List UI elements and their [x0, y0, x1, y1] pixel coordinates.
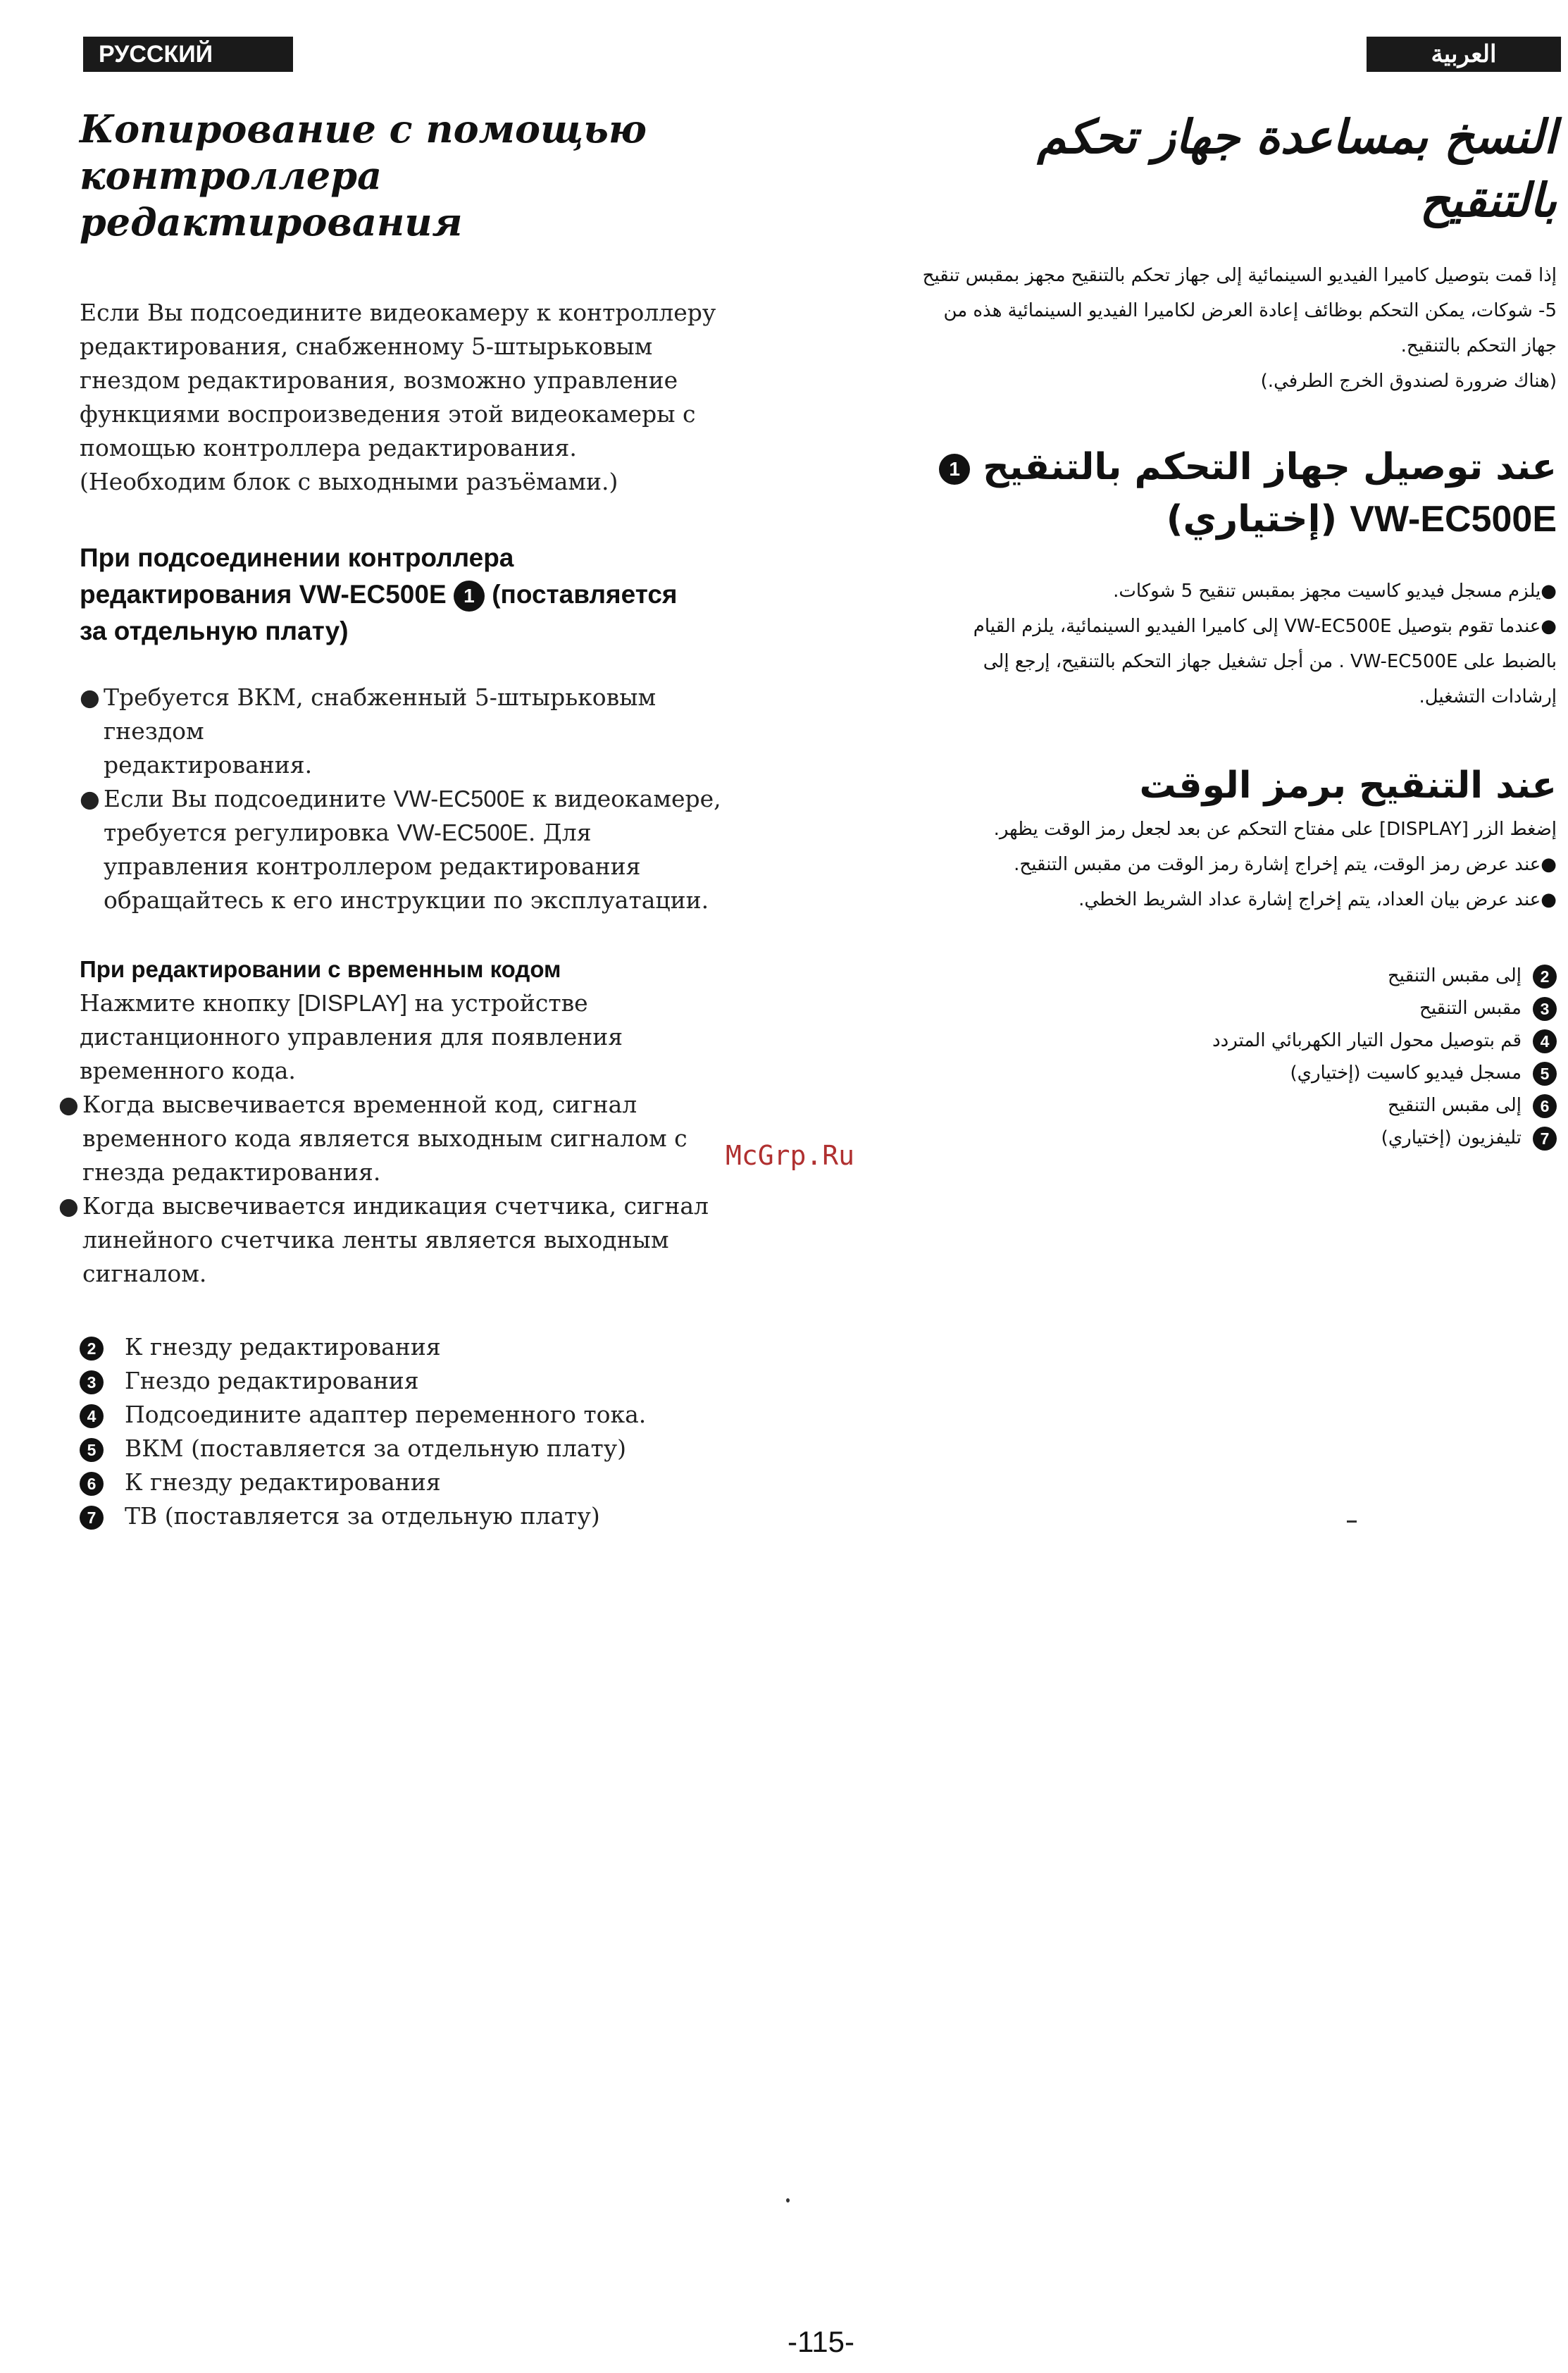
intro-line: (هناك ضرورة لصندوق الخرج الطرفي.) — [1260, 371, 1557, 392]
intro-paragraph-ru — [80, 296, 763, 499]
callout-number: 3 — [80, 1370, 104, 1394]
watermark: McGrp.Ru — [726, 1140, 855, 1171]
heading-line: (поставляется — [484, 580, 678, 609]
bullet-text: линейного счетчика ленты является выходным — [82, 1226, 669, 1253]
intro-line: 5- شوكات، يمكن التحكم بوظائف إعادة العرض لكاميرا الفيديو السينمائية هذه من — [943, 300, 1557, 321]
language-tab-arabic: العربية — [1367, 37, 1561, 72]
section-heading-controller — [80, 540, 763, 650]
controller-bullets — [80, 681, 763, 917]
callout-number: 5 — [1533, 1062, 1557, 1086]
list-item: ● Когда высвечивается временной код, сигнал временного кода является выходным сигналом с гнезда редактирования. — [58, 1091, 687, 1186]
legend-text: Гнездо редактирования — [125, 1367, 419, 1394]
paragraph-text: на устройстве — [407, 989, 588, 1017]
callout-number: 2 — [80, 1337, 104, 1361]
legend-item — [80, 1466, 763, 1499]
intro-line: помощью контроллера редактирования. — [80, 434, 577, 461]
scan-speck — [1347, 1520, 1357, 1523]
legend-text: ВКМ (поставляется за отдельную плату) — [125, 1435, 627, 1462]
section-heading-timecode: При редактировании с временным кодом — [80, 956, 561, 982]
legend-item — [80, 1364, 763, 1398]
legend-item — [80, 1330, 763, 1364]
callout-number: 1 — [939, 454, 970, 485]
title-line-1: النسخ بمساعدة جهاز تحكم — [1037, 110, 1557, 164]
list-item: ●عند عرض رمز الوقت، يتم إخراج إشارة رمز الوقت من مقبس التنقيح. — [1014, 854, 1557, 875]
intro-line: (Необходим блок с выходными разъёмами.) — [80, 468, 618, 495]
legend-text: ТВ (поставляется за отдельную плату) — [125, 1502, 600, 1530]
list-item: ● Когда высвечивается индикация счетчика, сигнал линейного счетчика ленты является выходным сигналом. — [58, 1192, 709, 1287]
legend-item — [80, 1499, 763, 1533]
bullet-text: сигналом. — [82, 1260, 207, 1287]
callout-number: 2 — [1533, 965, 1557, 989]
bullet-text: обращайтесь к его инструкции по эксплуатации. — [104, 886, 709, 914]
legend-text: إلى مقبس التنقيح — [1387, 1095, 1522, 1116]
timecode-paragraph — [80, 986, 763, 1088]
legend-item — [831, 992, 1557, 1024]
model-name: VW-EC500E — [1350, 499, 1557, 540]
callout-number: 6 — [1533, 1094, 1557, 1118]
intro-line: гнездом редактирования, возможно управление — [80, 366, 678, 394]
title-line-1: Копирование с помощью — [80, 106, 647, 151]
legend-text: К гнезду редактирования — [125, 1333, 441, 1361]
intro-line: функциями воспроизведения этой видеокамеры с — [80, 400, 696, 428]
callout-number: 5 — [80, 1438, 104, 1462]
language-tab-russian: РУССКИЙ ЯЗЫК — [83, 37, 293, 72]
list-item — [831, 609, 1557, 714]
legend-text: قم بتوصيل محول التيار الكهربائي المتردد — [1212, 1030, 1522, 1051]
bullet-text: ●عندما تقوم بتوصيل VW-EC500E إلى كاميرا الفيديو السينمائية، يلزم القيام — [973, 616, 1557, 637]
page-title-ar — [831, 106, 1557, 233]
section-heading-timecode-ar: عند التنقيح برمز الوقت — [1139, 764, 1557, 807]
bullet-text: к видеокамере, — [525, 785, 721, 812]
legend-item — [831, 1089, 1557, 1122]
intro-line: редактирования, снабженному 5-штырьковым — [80, 333, 653, 360]
legend-ru — [80, 1330, 763, 1533]
bullet-text: Когда высвечивается временной код, сигнал — [82, 1091, 637, 1118]
timecode-bullets-ar — [831, 847, 1557, 917]
bullet-text: редактирования. — [104, 751, 313, 779]
model-name: VW-EC500E — [299, 580, 447, 609]
model-name: VW-EC500E — [397, 819, 528, 845]
bullet-text: гнезда редактирования. — [82, 1158, 381, 1186]
arabic-column — [831, 106, 1557, 1154]
intro-line: Если Вы подсоедините видеокамеру к контроллеру — [80, 299, 716, 326]
paragraph-text: Нажмите кнопку — [80, 989, 298, 1017]
timecode-bullets — [58, 1088, 763, 1291]
callout-number: 1 — [454, 581, 485, 612]
paragraph-text: дистанционного управления для появления — [80, 1023, 623, 1051]
russian-column — [58, 106, 763, 1533]
intro-paragraph-ar — [831, 258, 1557, 399]
bullet-text: временного кода является выходным сигналом с — [82, 1124, 687, 1152]
bullet-text: إرشادات التشغيل. — [1419, 686, 1557, 707]
intro-line: جهاز التحكم بالتنقيح. — [1400, 335, 1557, 357]
legend-item — [831, 1024, 1557, 1057]
heading-line: عند توصيل جهاز التحكم بالتنقيح — [983, 446, 1557, 488]
legend-text: Подсоедините адаптер переменного тока. — [125, 1401, 647, 1428]
page-number: -115- — [788, 2325, 854, 2358]
heading-line: (إختياري) — [1166, 498, 1338, 540]
legend-item — [80, 1398, 763, 1432]
callout-number: 3 — [1533, 997, 1557, 1021]
legend-item — [831, 1057, 1557, 1089]
list-item: ● Требуется ВКМ, снабженный 5-штырьковым гнездом редактирования. — [80, 683, 657, 779]
title-line-2: контроллера редактирования — [80, 153, 463, 244]
legend-text: إلى مقبس التنقيح — [1387, 965, 1522, 986]
bullet-text: Когда высвечивается индикация счетчика, сигнал — [82, 1192, 709, 1220]
display-button-label: [DISPLAY] — [297, 990, 408, 1016]
legend-item — [831, 1122, 1557, 1154]
callout-number: 7 — [80, 1506, 104, 1530]
legend-item — [80, 1432, 763, 1466]
callout-number: 7 — [1533, 1127, 1557, 1151]
callout-number: 4 — [80, 1404, 104, 1428]
legend-item — [831, 960, 1557, 992]
heading-line: редактирования — [80, 580, 299, 609]
callout-number: 6 — [80, 1472, 104, 1496]
paragraph-text: временного кода. — [80, 1057, 296, 1084]
scan-speck — [786, 2198, 790, 2202]
bullet-text: управления контроллером редактирования — [104, 853, 641, 880]
legend-ar — [831, 960, 1557, 1154]
heading-line: за отдельную плату) — [80, 617, 349, 645]
legend-text: К гнезду редактирования — [125, 1468, 441, 1496]
model-name: VW-EC500E — [393, 786, 525, 812]
heading-line: При подсоединении контроллера — [80, 543, 514, 572]
page-title-ru — [80, 106, 763, 245]
legend-text: تليفزيون (إختياري) — [1381, 1127, 1522, 1148]
bullet-text: Требуется ВКМ, снабженный 5-штырьковым гнездом — [104, 683, 657, 745]
bullet-text: بالضبط على VW-EC500E . من أجل تشغيل جهاز التحكم بالتنقيح، إرجع إلى — [983, 651, 1557, 672]
legend-text: مسجل فيديو كاسيت (إختياري) — [1290, 1062, 1522, 1084]
bullet-text: . Для — [528, 819, 592, 846]
list-item: ●يلزم مسجل فيديو كاسيت مجهز بمقبس تنقيح 5 شوكات. — [1113, 581, 1557, 602]
bullet-text: Если Вы подсоедините — [104, 785, 394, 812]
list-item: ●عند عرض بيان العداد، يتم إخراج إشارة عداد الشريط الخطي. — [1078, 889, 1557, 910]
callout-number: 4 — [1533, 1029, 1557, 1053]
legend-text: مقبس التنقيح — [1419, 998, 1522, 1019]
list-item: ● Если Вы подсоедините VW-EC500E к видеокамере, требуется регулировка VW-EC500E. Для управления контроллером редактирования обращайтесь к его инструкции по эксплуатации. — [80, 785, 721, 914]
title-line-2: بالتنقيح — [1419, 173, 1557, 228]
timecode-paragraph-ar: إضغط الزر [DISPLAY] على مفتاح التحكم عن بعد لجعل رمز الوقت يظهر. — [993, 819, 1557, 840]
controller-bullets-ar — [831, 574, 1557, 714]
section-heading-controller-ar — [831, 441, 1557, 545]
intro-line: إذا قمت بتوصيل كاميرا الفيديو السينمائية إلى جهاز تحكم بالتنقيح مجهز بمقبس تنقيح — [922, 265, 1557, 286]
bullet-text: требуется регулировка — [104, 819, 397, 846]
